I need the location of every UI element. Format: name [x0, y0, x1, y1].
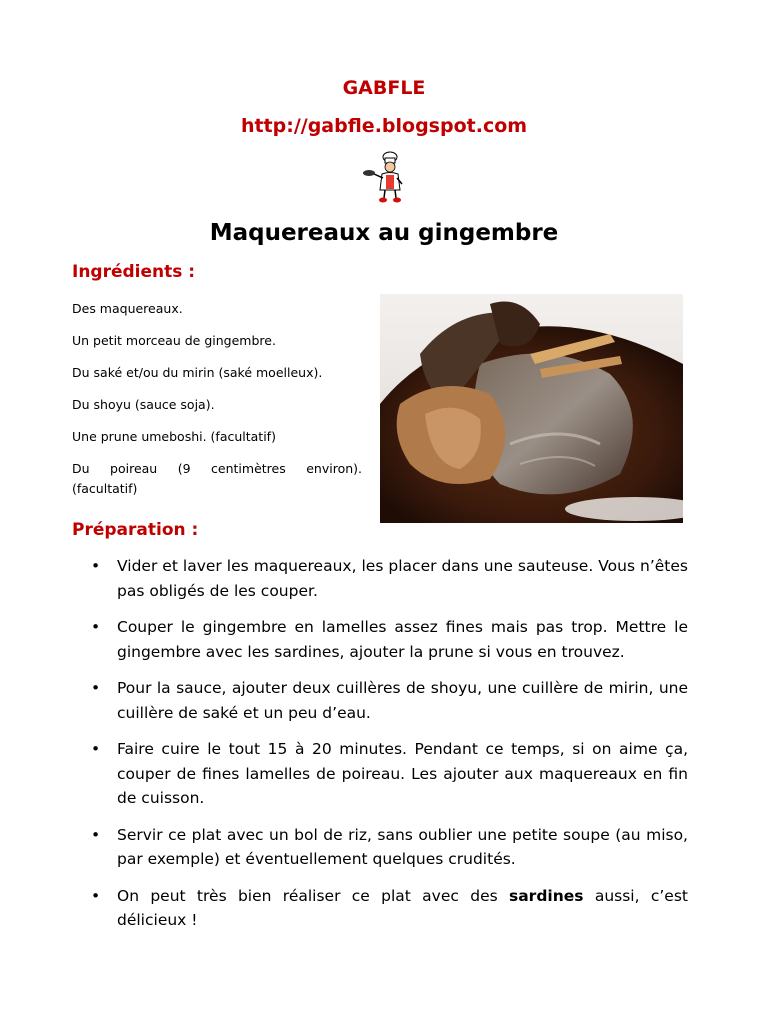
preparation-heading: Préparation :	[72, 520, 199, 540]
ingredient-item: Du saké et/ou du mirin (saké moelleux).	[72, 365, 323, 380]
ingredient-item: Un petit morceau de gingembre.	[72, 333, 276, 348]
ingredients-heading: Ingrédients :	[72, 262, 196, 282]
step-text: Servir ce plat avec un bol de riz, sans oublier une petite soupe (au miso, par exemple) et éventuellement quelques crudités.	[117, 825, 688, 868]
site-name: GABFLE	[342, 77, 426, 99]
chef-with-pan-icon	[362, 150, 410, 204]
step-text: Couper le gingembre en lamelles assez fines mais pas trop. Mettre le gingembre avec les sardines, ajouter la prune si vous en trouvez.	[117, 618, 688, 661]
list-item	[72, 676, 688, 725]
step-text: Faire cuire le tout 15 à 20 minutes. Pendant ce temps, si on aime ça, couper de fines lamelles de poireau. Les ajouter aux maquereaux en fin de cuisson.	[117, 740, 688, 807]
step-text-bold: sardines	[509, 886, 584, 905]
bullet: •	[91, 886, 101, 905]
list-item	[72, 823, 688, 872]
list-item	[72, 884, 688, 933]
step-text-before: On peut très bien réaliser ce plat avec des	[117, 886, 509, 905]
bullet: •	[91, 557, 101, 575]
ingredients-list	[72, 299, 362, 511]
preparation-steps	[72, 554, 688, 945]
ingredient-item: Du shoyu (sauce soja).	[72, 397, 215, 412]
list-item	[72, 615, 688, 664]
bullet: •	[91, 740, 101, 758]
dish-photo	[380, 294, 683, 523]
page-title: Maquereaux au gingembre	[209, 220, 559, 246]
site-url[interactable]: http://gabfle.blogspot.com	[240, 115, 528, 137]
bullet: •	[91, 679, 101, 697]
ingredient-item: Du poireau (9 centimètres environ). (facultatif)	[72, 461, 362, 496]
step-text: Pour la sauce, ajouter deux cuillères de shoyu, une cuillère de mirin, une cuillère de saké et un peu d’eau.	[117, 679, 688, 722]
ingredient-item: Des maquereaux.	[72, 301, 183, 316]
bullet: •	[91, 825, 101, 844]
list-item	[72, 554, 688, 603]
step-text: Vider et laver les maquereaux, les placer dans une sauteuse. Vous n’êtes pas obligés de les couper.	[117, 557, 688, 600]
ingredient-item: Une prune umeboshi. (facultatif)	[72, 429, 276, 444]
list-item	[72, 737, 688, 811]
step-text-after: aussi, c’est délicieux !	[117, 886, 688, 929]
bullet: •	[91, 618, 101, 636]
